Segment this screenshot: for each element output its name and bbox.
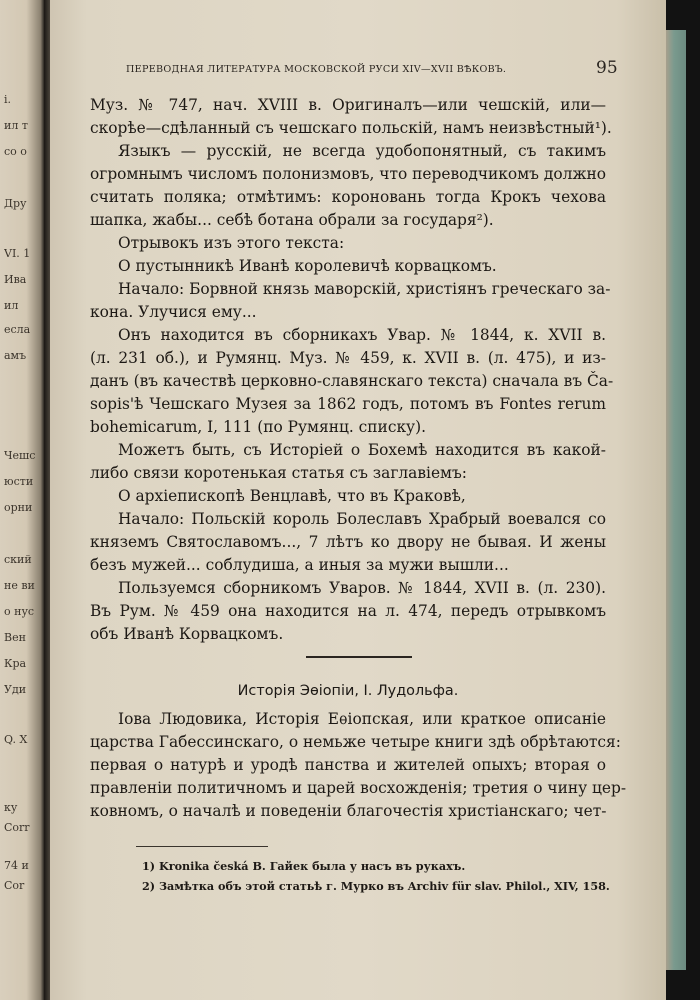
page-number: 95 <box>596 58 618 78</box>
text-line: bohemicarum, I, 111 (по Румянц. списку). <box>90 418 427 436</box>
text-line: правленіи политичномъ и царей восхожденія; третия о чину цер- <box>90 779 627 797</box>
left-page-fragment: Q. X <box>4 733 28 746</box>
section-heading: Исторія Эѳіопіи, І. Лудольфа. <box>237 683 459 699</box>
left-page-fragment: Уди <box>4 683 27 696</box>
left-page-fragment: юсти <box>4 475 34 488</box>
left-page-fragment: Corr <box>4 821 30 834</box>
page-edge <box>666 30 686 970</box>
text-line: считать поляка; отмѣтимъ: короновань тогда Крокъ чехова <box>90 188 606 206</box>
text-line: кона. Улучися ему... <box>90 303 257 321</box>
text-line: Іова Людовика, Исторія Еѳіопская, или краткое описаніе <box>118 710 606 728</box>
text-line: Можетъ быть, съ Исторіей о Бохемѣ находится въ какой- <box>118 441 606 459</box>
text-line: княземъ Святославомъ..., 7 лѣтъ ко двору не бывая. И жены <box>90 533 606 551</box>
running-header: ПЕРЕВОДНАЯ ЛИТЕРАТУРА МОСКОВСКОЙ РУСИ XIV—XVII ВѢКОВЪ. <box>126 64 507 75</box>
section-divider <box>90 646 606 674</box>
text-line: Начало: Борвной князь маворскій, христіянъ греческаго за- <box>118 280 611 298</box>
text-line: Муз. № 747, нач. XVIII в. Оригиналъ—или чешскій, или— <box>90 96 606 114</box>
text-line: огромнымъ числомъ полонизмовъ, что переводчикомъ должно <box>90 165 607 183</box>
text-line: безъ мужей... соблудиша, а иныя за мужи вышли... <box>90 556 509 574</box>
left-page-fragment: амъ <box>4 349 27 362</box>
left-page-fragment: Чешс <box>4 449 36 462</box>
text-line: Языкъ — русскій, не всегда удобопонятный, съ такимъ <box>118 142 606 160</box>
text-line: Въ Рум. № 459 она находится на л. 474, передъ отрывкомъ <box>90 602 606 620</box>
left-page-fragment: 74 и <box>4 859 29 872</box>
left-page-fragment: орни <box>4 501 33 514</box>
left-page-fragment: Cor <box>4 879 25 892</box>
left-page-fragment: і. <box>4 93 12 106</box>
left-page-fragment: Ива <box>4 273 27 286</box>
left-page-fragment: есла <box>4 323 31 336</box>
text-line: шапка, жабы... себѣ ботана обрали за государя²). <box>90 211 494 229</box>
text-line: данъ (въ качествѣ церковно-славянскаго текста) сначала въ Čа- <box>90 372 614 390</box>
text-line: царства Габессинскаго, о немьже четыре книги здѣ обрѣтаются: <box>90 733 621 751</box>
text-line: либо связи коротенькая статья съ заглавіемъ: <box>90 464 467 482</box>
text-line: Отрывокъ изъ этого текста: <box>118 234 345 252</box>
main-text <box>90 94 627 823</box>
left-page-fragment: ил <box>4 299 19 312</box>
left-page-fragment: ил т <box>4 119 28 132</box>
left-page-fragment: Вен <box>4 631 26 644</box>
left-page-fragment: Кра <box>4 657 27 670</box>
text-line: О архіепископѣ Венцлавѣ, что въ Краковѣ, <box>118 487 466 505</box>
footnote-2: 2) Замѣтка объ этой статьѣ г. Мурко въ Archiv für slav. Philol., XIV, 158. <box>142 879 610 893</box>
left-page-margin <box>0 0 44 1000</box>
book-page <box>50 0 666 1000</box>
left-page-fragment: VI. 1 <box>4 247 31 260</box>
left-page-fragment: ский <box>4 553 32 566</box>
text-block-1 <box>90 94 614 646</box>
text-line: Начало: Польскій король Болеславъ Храбрый воевался со <box>118 510 606 528</box>
left-page-fragment: со о <box>4 145 27 158</box>
left-page-fragment: Дру <box>4 197 27 210</box>
text-line: (л. 231 об.), и Румянц. Муз. № 459, к. XVII в. (л. 475), и из- <box>90 349 606 367</box>
text-line: sopis'ѣ Чешскаго Музея за 1862 годъ, потомъ въ Fontes rerum <box>90 395 606 413</box>
footnotes <box>142 856 612 896</box>
left-page-fragment: о нус <box>4 605 35 618</box>
footnote-rule <box>136 846 268 847</box>
text-line: Онъ находится въ сборникахъ Увар. № 1844, к. XVII в. <box>118 326 606 344</box>
text-line: первая о натурѣ и уродѣ панства и жителей опыхъ; вторая о <box>90 756 606 774</box>
text-line: ковномъ, о началѣ и поведеніи благочестія христіанскаго; чет- <box>90 802 607 820</box>
text-line: скорѣе—сдѣланный съ чешскаго польскій, намъ неизвѣстный¹). <box>90 119 612 137</box>
text-line: О пустынникѣ Иванѣ королевичѣ корвацкомъ. <box>118 257 497 275</box>
footnote-1: 1) Kronika česká B. Гайек была у насъ въ рукахъ. <box>142 859 466 873</box>
text-line: Пользуемся сборникомъ Уваров. № 1844, XVII в. (л. 230). <box>118 579 606 597</box>
text-block-2 <box>90 708 627 823</box>
text-line: объ Иванѣ Корвацкомъ. <box>90 625 284 643</box>
left-page-fragment: не ви <box>4 579 35 592</box>
left-page-fragment: ку <box>4 801 18 814</box>
